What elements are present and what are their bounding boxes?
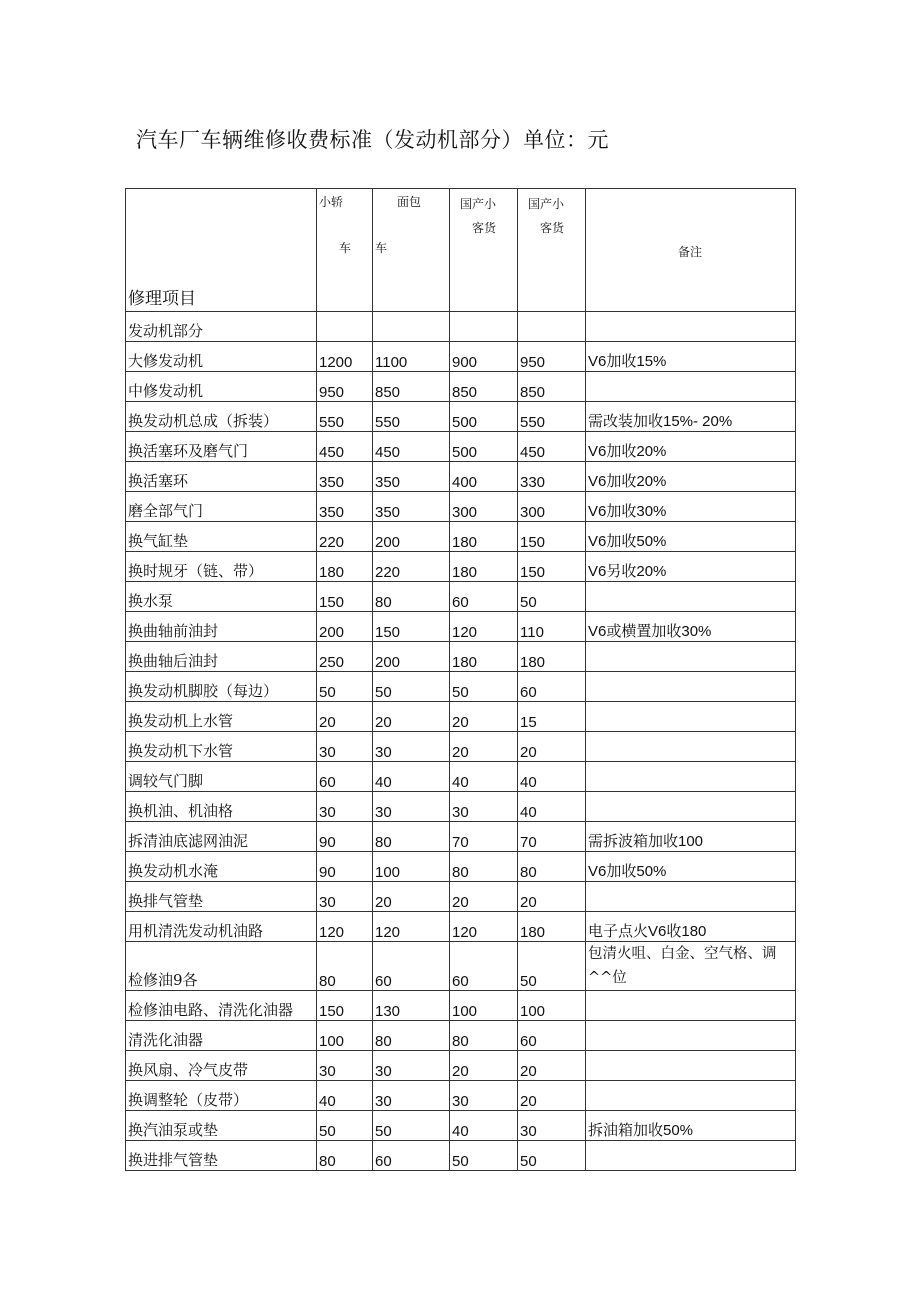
domestic-2-cell: 50 [518,942,586,991]
sedan-cell: 30 [317,732,373,762]
domestic-2-cell: 300 [518,492,586,522]
domestic-1-cell: 180 [450,522,518,552]
domestic-2-cell: 20 [518,732,586,762]
header-item: 修理项目 [126,189,317,312]
table-row [126,462,796,492]
item-cell: 换时规牙（链、带） [126,552,317,582]
header-domestic-1 [450,189,518,312]
van-cell: 100 [373,852,450,882]
domestic-1-cell: 900 [450,342,518,372]
domestic-2-cell: 150 [518,552,586,582]
domestic-2-cell: 180 [518,912,586,942]
van-cell: 220 [373,552,450,582]
van-cell: 50 [373,672,450,702]
item-cell: 换调整轮（皮带） [126,1081,317,1111]
table-row [126,991,796,1021]
sedan-cell [317,312,373,342]
table-row [126,1081,796,1111]
van-cell: 20 [373,882,450,912]
sedan-cell: 180 [317,552,373,582]
domestic-2-cell: 60 [518,672,586,702]
item-cell: 换发动机水淹 [126,852,317,882]
item-cell: 换发动机上水管 [126,702,317,732]
sedan-cell: 30 [317,1051,373,1081]
table-row [126,1111,796,1141]
van-cell: 80 [373,582,450,612]
item-cell: 换排气管垫 [126,882,317,912]
domestic-1-cell: 120 [450,912,518,942]
table-row [126,852,796,882]
header-domestic-2-line1: 国产小 [528,197,565,211]
item-cell: 换曲轴后油封 [126,642,317,672]
item-cell: 中修发动机 [126,372,317,402]
domestic-1-cell: 40 [450,762,518,792]
domestic-2-cell: 20 [518,882,586,912]
header-note-label: 备注 [678,245,703,259]
domestic-1-cell: 40 [450,1111,518,1141]
note-cell: V6加收30% [586,492,796,522]
van-cell: 350 [373,492,450,522]
item-cell: 调较气门脚 [126,762,317,792]
domestic-2-cell: 950 [518,342,586,372]
note-cell [586,702,796,732]
header-van [373,189,450,312]
note-cell [586,882,796,912]
domestic-1-cell: 500 [450,402,518,432]
sedan-cell: 250 [317,642,373,672]
header-sedan-line2: 车 [339,241,352,255]
domestic-1-cell: 20 [450,882,518,912]
domestic-1-cell: 60 [450,582,518,612]
item-cell: 换水泵 [126,582,317,612]
domestic-1-cell: 850 [450,372,518,402]
sedan-cell: 450 [317,432,373,462]
item-cell: 检修油电路、清洗化油器 [126,991,317,1021]
table-row [126,402,796,432]
domestic-2-cell: 15 [518,702,586,732]
sedan-cell: 30 [317,792,373,822]
table-row [126,762,796,792]
domestic-2-cell: 450 [518,432,586,462]
table-row [126,612,796,642]
sedan-cell: 550 [317,402,373,432]
domestic-1-cell: 70 [450,822,518,852]
van-cell: 40 [373,762,450,792]
note-cell [586,732,796,762]
van-cell: 130 [373,991,450,1021]
domestic-1-cell: 20 [450,732,518,762]
note-cell: V6另收20% [586,552,796,582]
note-cell [586,1051,796,1081]
domestic-1-cell: 120 [450,612,518,642]
table-row [126,732,796,762]
van-cell: 150 [373,612,450,642]
domestic-2-cell: 60 [518,1021,586,1051]
item-cell: 大修发动机 [126,342,317,372]
table-row [126,792,796,822]
domestic-2-cell: 150 [518,522,586,552]
sedan-cell: 90 [317,822,373,852]
table-row [126,1141,796,1171]
domestic-1-cell: 20 [450,702,518,732]
fee-table-body [126,189,796,1171]
sedan-cell: 90 [317,852,373,882]
domestic-1-cell: 100 [450,991,518,1021]
sedan-cell: 100 [317,1021,373,1051]
table-row [126,672,796,702]
header-sedan-line1: 小轿 [319,195,344,209]
domestic-2-cell: 330 [518,462,586,492]
domestic-1-cell: 20 [450,1051,518,1081]
note-cell [586,1021,796,1051]
domestic-2-cell: 180 [518,642,586,672]
sedan-cell: 20 [317,702,373,732]
van-cell: 450 [373,432,450,462]
sedan-cell: 80 [317,1141,373,1171]
header-row [126,189,796,312]
item-cell: 换发动机总成（拆装） [126,402,317,432]
note-cell: V6加收50% [586,522,796,552]
item-cell: 磨全部气门 [126,492,317,522]
sedan-cell: 150 [317,991,373,1021]
van-cell: 20 [373,702,450,732]
van-cell: 50 [373,1111,450,1141]
item-cell: 检修油9各 [126,942,317,991]
domestic-1-cell: 50 [450,1141,518,1171]
note-cell: 需拆波箱加收100 [586,822,796,852]
table-row [126,702,796,732]
page-title: 汽车厂车辆维修收费标准（发动机部分）单位：元 [136,128,609,152]
domestic-2-cell: 40 [518,792,586,822]
table-row [126,372,796,402]
domestic-2-cell: 40 [518,762,586,792]
domestic-1-cell: 30 [450,792,518,822]
item-cell: 清洗化油器 [126,1021,317,1051]
note-cell [586,582,796,612]
item-cell: 换发动机下水管 [126,732,317,762]
domestic-2-cell [518,312,586,342]
table-row [126,1021,796,1051]
sedan-cell: 350 [317,492,373,522]
domestic-2-cell: 550 [518,402,586,432]
table-row [126,342,796,372]
domestic-1-cell: 300 [450,492,518,522]
item-cell: 换风扇、冷气皮带 [126,1051,317,1081]
domestic-2-cell: 50 [518,1141,586,1171]
fee-table [125,188,796,1171]
item-cell: 用机清洗发动机油路 [126,912,317,942]
table-row [126,642,796,672]
header-domestic-1-line2: 客货 [472,221,497,235]
note-cell: V6或横置加收30% [586,612,796,642]
domestic-1-cell: 30 [450,1081,518,1111]
van-cell: 200 [373,642,450,672]
sedan-cell: 950 [317,372,373,402]
header-van-line2: 车 [375,241,388,255]
table-row [126,912,796,942]
domestic-1-cell: 180 [450,552,518,582]
domestic-2-cell: 100 [518,991,586,1021]
table-row [126,582,796,612]
note-cell: V6加收50% [586,852,796,882]
item-cell: 换机油、机油格 [126,792,317,822]
table-row [126,942,796,991]
table-row [126,432,796,462]
van-cell: 350 [373,462,450,492]
van-cell: 30 [373,792,450,822]
domestic-1-cell: 500 [450,432,518,462]
van-cell: 1100 [373,342,450,372]
sedan-cell: 80 [317,942,373,991]
domestic-2-cell: 80 [518,852,586,882]
item-cell: 换活塞环 [126,462,317,492]
table-row [126,822,796,852]
header-domestic-2-line2: 客货 [540,221,565,235]
sedan-cell: 120 [317,912,373,942]
note-cell [586,1081,796,1111]
item-cell: 换进排气管垫 [126,1141,317,1171]
note-cell [586,672,796,702]
note-cell [586,372,796,402]
sedan-cell: 200 [317,612,373,642]
table-row [126,882,796,912]
domestic-2-cell: 110 [518,612,586,642]
van-cell: 30 [373,732,450,762]
note-cell: V6加收20% [586,432,796,462]
sedan-cell: 220 [317,522,373,552]
note-cell: 拆油箱加收50% [586,1111,796,1141]
van-cell: 80 [373,822,450,852]
table-row [126,1051,796,1081]
item-cell: 换发动机脚胶（每边） [126,672,317,702]
van-cell: 80 [373,1021,450,1051]
van-cell: 120 [373,912,450,942]
van-cell [373,312,450,342]
table-row [126,522,796,552]
sedan-cell: 350 [317,462,373,492]
table-row [126,552,796,582]
item-cell: 换活塞环及磨气门 [126,432,317,462]
note-cell [586,762,796,792]
sedan-cell: 30 [317,882,373,912]
header-domestic-1-line1: 国产小 [460,197,497,211]
van-cell: 60 [373,1141,450,1171]
item-cell: 发动机部分 [126,312,317,342]
note-cell: 需改装加收15%- 20% [586,402,796,432]
item-cell: 换气缸垫 [126,522,317,552]
header-note [586,189,796,312]
domestic-2-cell: 50 [518,582,586,612]
van-cell: 550 [373,402,450,432]
item-cell: 拆清油底滤网油泥 [126,822,317,852]
sedan-cell: 50 [317,672,373,702]
van-cell: 30 [373,1051,450,1081]
domestic-2-cell: 70 [518,822,586,852]
note-cell: 电子点火V6收180 [586,912,796,942]
note-cell: V6加收20% [586,462,796,492]
domestic-2-cell: 20 [518,1081,586,1111]
domestic-1-cell: 80 [450,852,518,882]
item-cell: 换曲轴前油封 [126,612,317,642]
note-cell: 包清火咀、白金、空气格、调^^位 [586,942,796,991]
van-cell: 200 [373,522,450,552]
note-cell [586,792,796,822]
van-cell: 850 [373,372,450,402]
domestic-2-cell: 850 [518,372,586,402]
header-van-line1: 面包 [397,195,422,209]
domestic-2-cell: 20 [518,1051,586,1081]
note-cell [586,1141,796,1171]
domestic-1-cell: 50 [450,672,518,702]
header-domestic-2 [518,189,586,312]
note-cell [586,991,796,1021]
sedan-cell: 50 [317,1111,373,1141]
domestic-2-cell: 30 [518,1111,586,1141]
sedan-cell: 1200 [317,342,373,372]
table-row [126,312,796,342]
domestic-1-cell: 80 [450,1021,518,1051]
van-cell: 30 [373,1081,450,1111]
domestic-1-cell [450,312,518,342]
note-cell [586,642,796,672]
header-sedan [317,189,373,312]
note-cell [586,312,796,342]
item-cell: 换汽油泵或垫 [126,1111,317,1141]
sedan-cell: 150 [317,582,373,612]
domestic-1-cell: 400 [450,462,518,492]
van-cell: 60 [373,942,450,991]
note-cell: V6加收15% [586,342,796,372]
domestic-1-cell: 60 [450,942,518,991]
domestic-1-cell: 180 [450,642,518,672]
sedan-cell: 40 [317,1081,373,1111]
table-row [126,492,796,522]
sedan-cell: 60 [317,762,373,792]
